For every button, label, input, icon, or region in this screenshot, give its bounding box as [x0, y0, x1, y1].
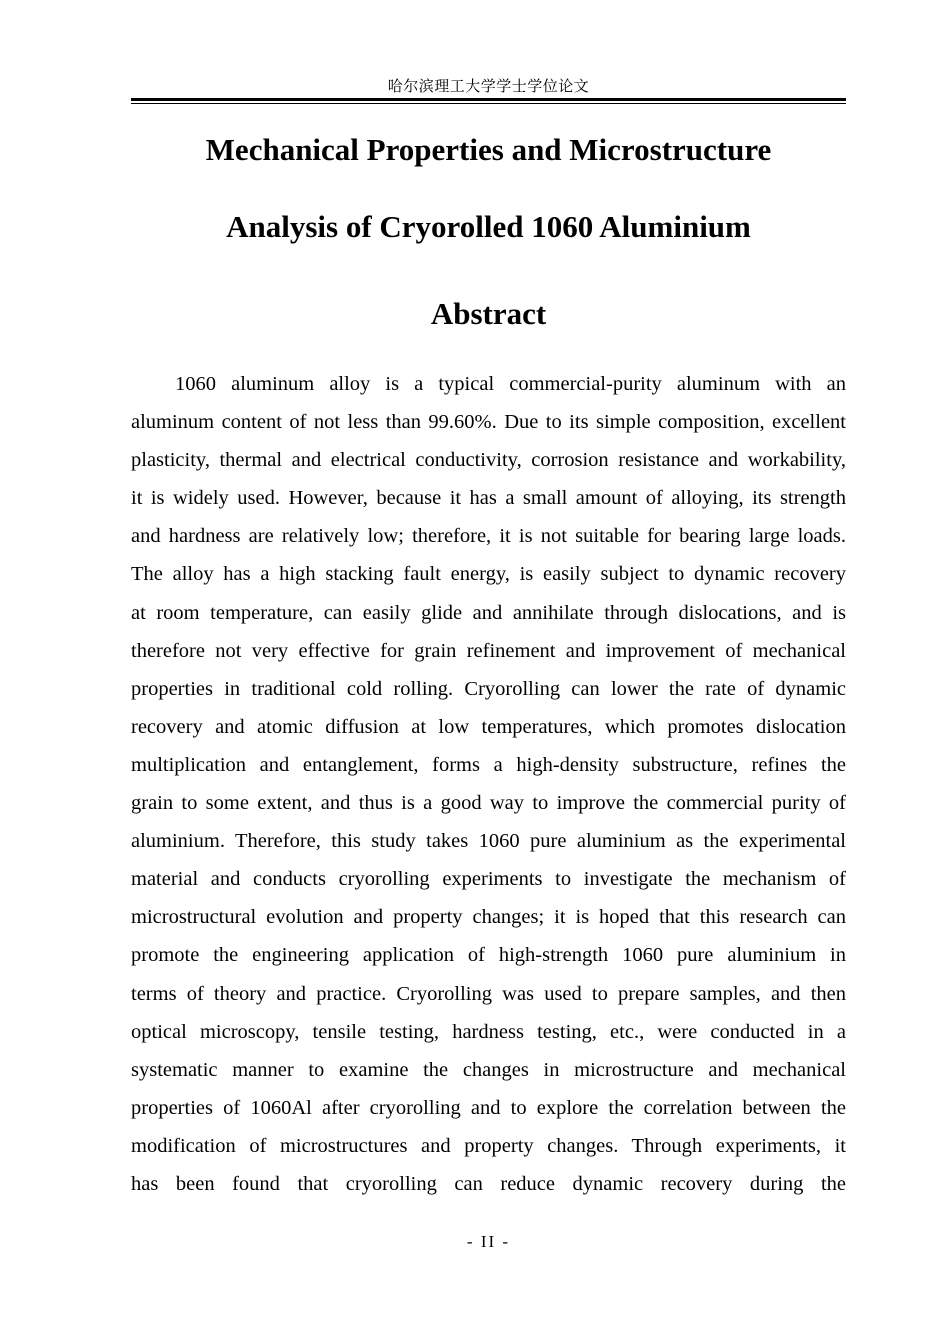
abstract-line: multiplication and entanglement, forms a high-density substructure, refines the	[131, 753, 846, 776]
running-header: 哈尔滨理工大学学士学位论文	[387, 77, 590, 95]
page-number: - II -	[466, 1232, 511, 1251]
abstract-line: modification of microstructures and property changes. Through experiments, it	[131, 1134, 846, 1157]
abstract-line: therefore not very effective for grain refinement and improvement of mechanical	[131, 639, 846, 662]
abstract-line: has been found that cryorolling can reduce dynamic recovery during the	[131, 1172, 846, 1195]
abstract-line: properties of 1060Al after cryorolling and to explore the correlation between the	[131, 1096, 846, 1119]
abstract-line: properties in traditional cold rolling. Cryorolling can lower the rate of dynamic	[131, 677, 846, 700]
abstract-line: grain to some extent, and thus is a good way to improve the commercial purity of	[131, 792, 846, 815]
abstract-body	[131, 365, 846, 1203]
abstract-line: material and conducts cryorolling experiments to investigate the mechanism of	[131, 868, 846, 891]
abstract-line: recovery and atomic diffusion at low temperatures, which promotes dislocation	[131, 715, 846, 738]
abstract-line: The alloy has a high stacking fault energy, is easily subject to dynamic recovery	[131, 563, 846, 586]
abstract-line: at room temperature, can easily glide and annihilate through dislocations, and is	[131, 601, 846, 624]
abstract-line: plasticity, thermal and electrical conductivity, corrosion resistance and workability,	[131, 449, 846, 472]
header-rule-thick	[131, 98, 846, 101]
abstract-line: and hardness are relatively low; therefore, it is not suitable for bearing large loads.	[131, 525, 846, 548]
abstract-line: microstructural evolution and property changes; it is hoped that this research can	[131, 906, 846, 929]
thesis-title-line-2: Analysis of Cryorolled 1060 Aluminium	[226, 209, 751, 244]
abstract-line: 1060 aluminum alloy is a typical commercial-purity aluminum with an	[175, 373, 846, 395]
abstract-line: optical microscopy, tensile testing, hardness testing, etc., were conducted in a	[131, 1020, 846, 1043]
abstract-heading: Abstract	[430, 296, 547, 331]
abstract-line: promote the engineering application of high-strength 1060 pure aluminium in	[131, 944, 846, 967]
abstract-line: systematic manner to examine the changes in microstructure and mechanical	[131, 1058, 846, 1081]
abstract-line: it is widely used. However, because it has a small amount of alloying, its strength	[131, 487, 846, 510]
header-rule-thin	[131, 103, 846, 104]
abstract-line: aluminum content of not less than 99.60%. Due to its simple composition, excellent	[131, 411, 846, 434]
thesis-title-line-1: Mechanical Properties and Microstructure	[205, 132, 772, 167]
abstract-line: terms of theory and practice. Cryorolling was used to prepare samples, and then	[131, 982, 846, 1005]
abstract-line: aluminium. Therefore, this study takes 1060 pure aluminium as the experimental	[131, 830, 846, 853]
